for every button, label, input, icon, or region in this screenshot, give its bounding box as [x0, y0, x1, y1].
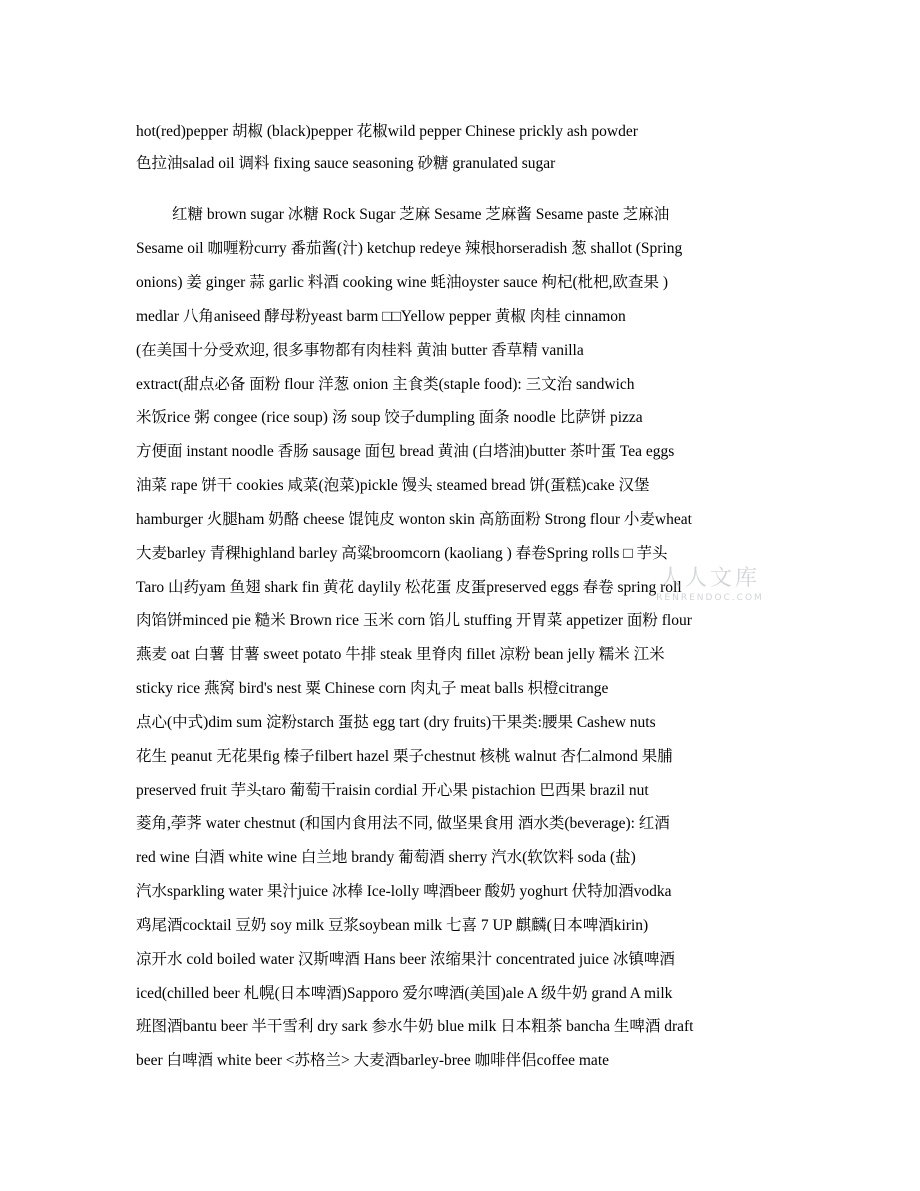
- text-line: (在美国十分受欢迎, 很多事物都有肉桂料 黄油 butter 香草精 vanilla: [136, 342, 584, 359]
- text-line: preserved fruit 芋头taro 葡萄干raisin cordial 开心果 pistachion 巴西果 brazil nut: [136, 782, 649, 799]
- watermark-logo: [640, 566, 780, 622]
- text-line: 米饭rice 粥 congee (rice soup) 汤 soup 饺子dumpling 面条 noodle 比萨饼 pizza: [136, 409, 643, 426]
- text-line: hot(red)pepper 胡椒 (black)pepper 花椒wild pepper Chinese prickly ash powder: [136, 123, 638, 140]
- text-line: onions) 姜 ginger 蒜 garlic 料酒 cooking wine 蚝油oyster sauce 枸杞(枇杷,欧查果 ): [136, 274, 669, 291]
- text-line: medlar 八角aniseed 酵母粉yeast barm □□Yellow pepper 黄椒 肉桂 cinnamon: [136, 308, 626, 325]
- text-line: red wine 白酒 white wine 白兰地 brandy 葡萄酒 sherry 汽水(软饮料 soda (盐): [136, 849, 636, 866]
- text-line: hamburger 火腿ham 奶酪 cheese 馄饨皮 wonton skin 高筋面粉 Strong flour 小麦wheat: [136, 511, 692, 528]
- text-line: iced(chilled beer 札幌(日本啤酒)Sapporo 爱尔啤酒(美国)ale A 级牛奶 grand A milk: [136, 985, 673, 1002]
- watermark-main-text: 人人文库: [659, 566, 760, 591]
- text-line: 鸡尾酒cocktail 豆奶 soy milk 豆浆soybean milk 七喜 7 UP 麒麟(日本啤酒kirin): [136, 917, 649, 934]
- text-line: Sesame oil 咖喱粉curry 番茄酱(汁) ketchup redeye 辣根horseradish 葱 shallot (Spring: [136, 240, 683, 257]
- text-line: 花生 peanut 无花果fig 榛子filbert hazel 栗子chestnut 核桃 walnut 杏仁almond 果脯: [136, 748, 673, 765]
- paragraph-first-line: 红糖 brown sugar 冰糖 Rock Sugar 芝麻 Sesame 芝麻酱 Sesame paste 芝麻油: [172, 206, 670, 223]
- text-line: 大麦barley 青稞highland barley 高粱broomcorn (kaoliang ) 春卷Spring rolls □ 芋头: [136, 545, 668, 562]
- text-line: 色拉油salad oil 调料 fixing sauce seasoning 砂糖 granulated sugar: [136, 155, 556, 172]
- text-line: 油菜 rape 饼干 cookies 咸菜(泡菜)pickle 馒头 steamed bread 饼(蛋糕)cake 汉堡: [136, 477, 650, 494]
- text-line: 肉馅饼minced pie 糙米 Brown rice 玉米 corn 馅儿 stuffing 开胃菜 appetizer 面粉 flour: [136, 612, 692, 629]
- text-line: 凉开水 cold boiled water 汉斯啤酒 Hans beer 浓缩果汁 concentrated juice 冰镇啤酒: [136, 951, 675, 968]
- watermark-url-text: RENRENDOC.COM: [656, 593, 764, 603]
- text-line: Taro 山药yam 鱼翅 shark fin 黄花 daylily 松花蛋 皮蛋preserved eggs 春卷 spring roll: [136, 579, 682, 596]
- text-line: 方便面 instant noodle 香肠 sausage 面包 bread 黄油 (白塔油)butter 茶叶蛋 Tea eggs: [136, 443, 675, 460]
- text-line: 班图酒bantu beer 半干雪利 dry sark 参水牛奶 blue milk 日本粗茶 bancha 生啤酒 draft: [136, 1018, 694, 1035]
- text-line: 点心(中式)dim sum 淀粉starch 蛋挞 egg tart (dry fruits)干果类:腰果 Cashew nuts: [136, 714, 656, 731]
- text-line: 燕麦 oat 白薯 甘薯 sweet potato 牛排 steak 里脊肉 fillet 凉粉 bean jelly 糯米 江米: [136, 646, 665, 663]
- text-line: extract(甜点必备 面粉 flour 洋葱 onion 主食类(staple food): 三文治 sandwich: [136, 376, 635, 393]
- text-line: 菱角,荸荠 water chestnut (和国内食用法不同, 做坚果食用 酒水类(beverage): 红酒: [136, 815, 670, 832]
- text-line: sticky rice 燕窝 bird's nest 粟 Chinese corn 肉丸子 meat balls 枳橙citrange: [136, 680, 609, 697]
- text-line: 汽水sparkling water 果汁juice 冰棒 Ice-lolly 啤酒beer 酸奶 yoghurt 伏特加酒vodka: [136, 883, 672, 900]
- text-line: beer 白啤酒 white beer <苏格兰> 大麦酒barley-bree 咖啡伴侣coffee mate: [136, 1052, 610, 1069]
